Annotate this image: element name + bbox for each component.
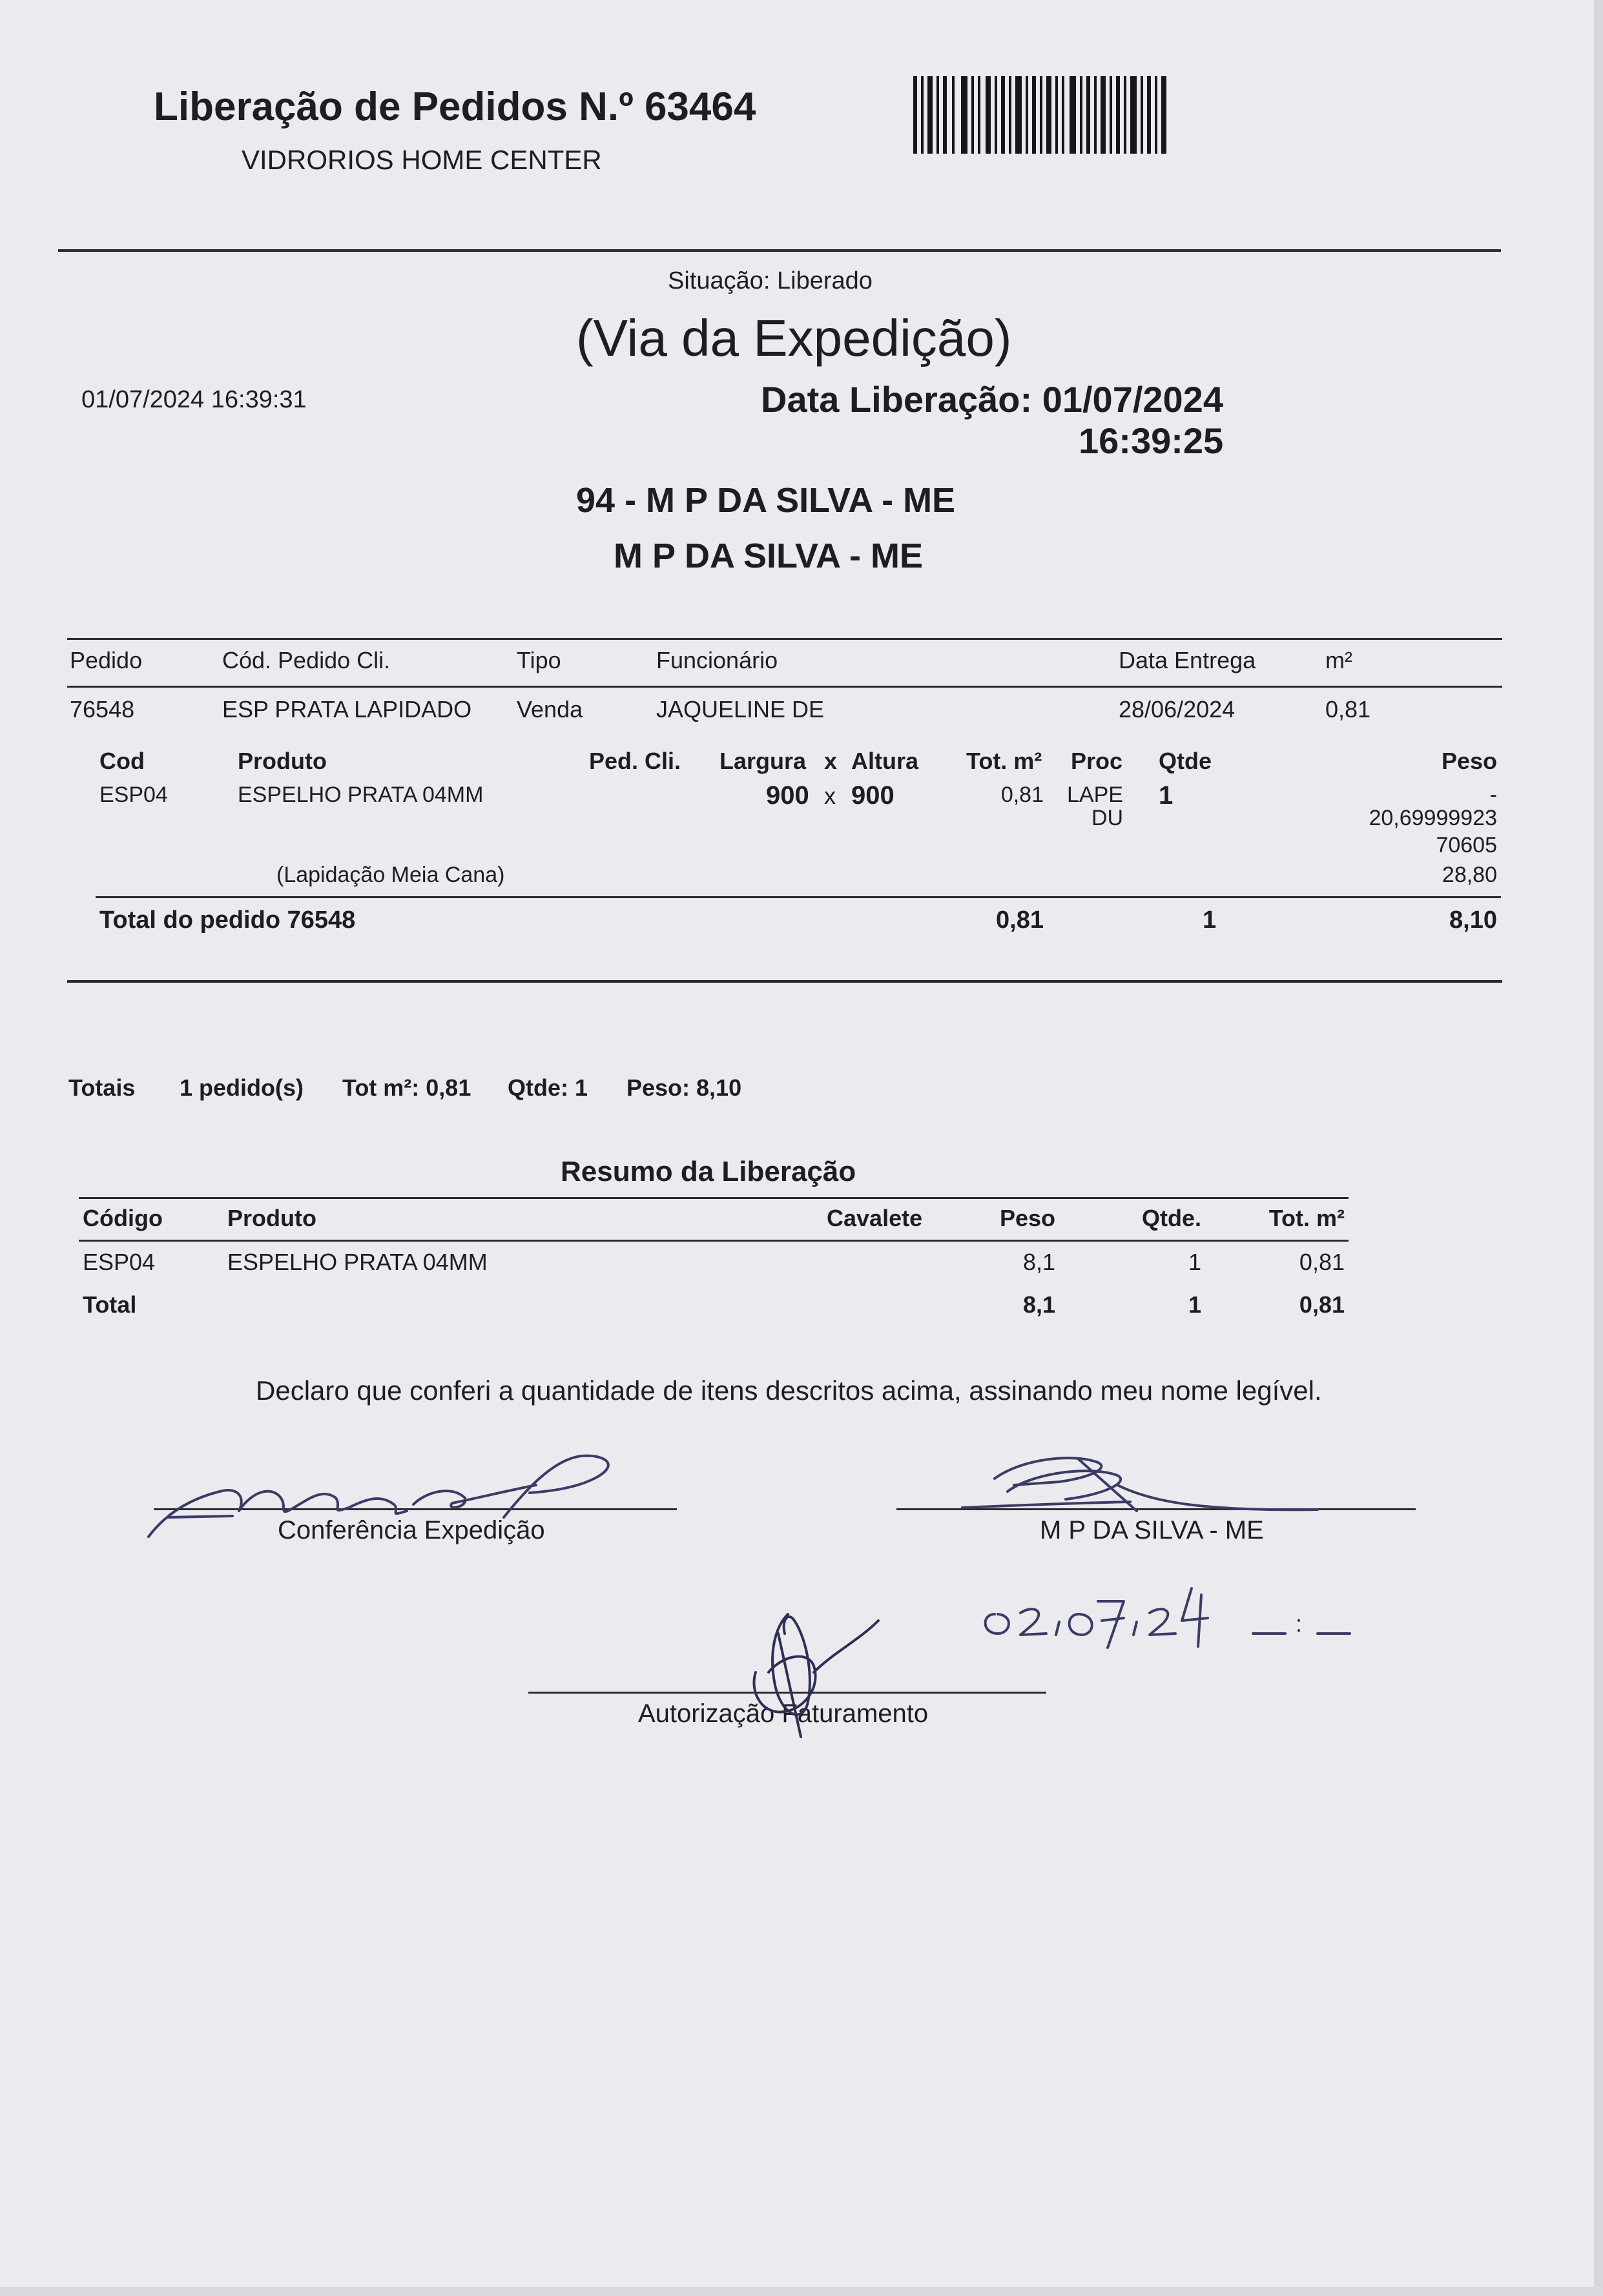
client-line-2: M P DA SILVA - ME: [614, 537, 924, 575]
summary-title: Resumo da Liberação: [561, 1156, 856, 1187]
items-header-qtde: Qtde: [1159, 748, 1212, 774]
order-section-end-rule: [67, 980, 1502, 983]
autorizacao-handwritten-signature: [723, 1595, 891, 1750]
items-total-label: Total do pedido 76548: [99, 907, 356, 934]
items-total-peso: 8,10: [1449, 907, 1497, 934]
order-header-funcionario: Funcionário: [656, 647, 778, 673]
items-header-cod: Cod: [99, 748, 145, 774]
items-header-x: x: [824, 748, 838, 774]
item-qtde: 1: [1159, 781, 1174, 810]
item-cod: ESP04: [99, 783, 168, 807]
release-date: Data Liberação: 01/07/2024: [761, 379, 1223, 420]
item-altura: 900: [851, 781, 895, 810]
declaration-text: Declaro que conferi a quantidade de itens descritos acima, assinando meu nome legível.: [256, 1375, 1322, 1406]
totals-label: Totais: [68, 1074, 136, 1101]
page-edge-right: [1594, 0, 1603, 2296]
order-header-data-entrega: Data Entrega: [1119, 647, 1256, 673]
order-table-top-rule: [67, 638, 1502, 640]
summary-total-peso: 8,1: [1022, 1291, 1055, 1318]
summary-cell-qtde: 1: [1188, 1249, 1201, 1275]
items-header-peso: Peso: [1441, 748, 1497, 774]
item-peso-line-2: 20,69999923: [1369, 806, 1497, 830]
totals-qtde: Qtde: 1: [508, 1074, 588, 1101]
item-largura: 900: [766, 781, 809, 810]
item-peso-line-1: -: [1489, 783, 1497, 807]
item-peso-line-4: 28,80: [1442, 863, 1497, 887]
items-total-qtde: 1: [1203, 907, 1217, 934]
item-note: (Lapidação Meia Cana): [276, 863, 505, 887]
summary-header-tot-m2: Tot. m²: [1268, 1205, 1345, 1231]
order-header-pedido: Pedido: [70, 647, 143, 673]
items-header-proc: Proc: [1071, 748, 1123, 774]
order-cell-data-entrega: 28/06/2024: [1119, 696, 1236, 723]
release-time: 16:39:25: [1079, 420, 1224, 461]
items-header-tot-m2: Tot. m²: [966, 748, 1042, 774]
item-proc-line-1: LAPE: [1067, 783, 1123, 807]
summary-cell-tot-m2: 0,81: [1299, 1249, 1345, 1275]
items-header-produto: Produto: [238, 748, 327, 774]
item-proc-line-2: DU: [1091, 806, 1124, 830]
items-total-rule: [96, 896, 1501, 898]
summary-cell-codigo: ESP04: [83, 1249, 156, 1275]
items-header-altura: Altura: [851, 748, 919, 774]
order-header-m2: m²: [1325, 647, 1352, 673]
order-header-tipo: Tipo: [517, 647, 561, 673]
order-cell-pedido: 76548: [70, 696, 135, 723]
handwritten-date: [975, 1575, 1363, 1653]
summary-cell-produto: ESPELHO PRATA 04MM: [227, 1249, 488, 1275]
summary-total-qtde: 1: [1188, 1291, 1201, 1318]
item-peso-line-3: 70605: [1436, 833, 1497, 857]
items-header-largura: Largura: [719, 748, 807, 774]
summary-header-produto: Produto: [227, 1205, 316, 1231]
order-table-header-rule: [67, 686, 1502, 688]
client-signature-label: M P DA SILVA - ME: [1040, 1516, 1264, 1544]
summary-top-rule: [79, 1197, 1349, 1199]
item-tot-m2: 0,81: [1000, 783, 1044, 807]
summary-header-rule: [79, 1240, 1349, 1242]
handwritten-time-blank: :: [1296, 1610, 1303, 1637]
order-header-cod-pedido-cli: Cód. Pedido Cli.: [222, 647, 391, 673]
header-divider: [58, 249, 1501, 252]
summary-header-codigo: Código: [83, 1205, 163, 1231]
items-total-m2: 0,81: [996, 907, 1044, 934]
via-label: (Via da Expedição): [576, 309, 1012, 367]
totals-tot-m2: Tot m²: 0,81: [342, 1074, 471, 1101]
document-title: Liberação de Pedidos N.º 63464: [154, 85, 756, 129]
summary-cell-peso: 8,1: [1022, 1249, 1055, 1275]
summary-header-cavalete: Cavalete: [827, 1205, 923, 1231]
barcode: [913, 76, 1166, 154]
order-cell-m2: 0,81: [1325, 696, 1371, 723]
autorizacao-label: Autorização Faturamento: [638, 1699, 929, 1728]
conferencia-handwritten-signature: [142, 1446, 633, 1550]
status-text: Situação: Liberado: [668, 267, 873, 294]
order-cell-tipo: Venda: [517, 696, 583, 723]
summary-header-qtde: Qtde.: [1141, 1205, 1201, 1231]
item-x: x: [824, 783, 836, 809]
page-edge-bottom: [0, 2287, 1603, 2296]
order-cell-funcionario: JAQUELINE DE: [656, 696, 825, 723]
order-cell-cod-pedido-cli: ESP PRATA LAPIDADO: [222, 696, 472, 723]
client-handwritten-signature: [943, 1446, 1330, 1530]
summary-header-peso: Peso: [999, 1205, 1055, 1231]
totals-peso: Peso: 8,10: [626, 1074, 742, 1101]
items-header-ped-cli: Ped. Cli.: [589, 748, 681, 774]
summary-total-tot-m2: 0,81: [1299, 1291, 1345, 1318]
company-name: VIDRORIOS HOME CENTER: [242, 145, 602, 175]
item-produto: ESPELHO PRATA 04MM: [238, 783, 484, 807]
summary-total-label: Total: [83, 1291, 137, 1318]
client-line-1: 94 - M P DA SILVA - ME: [576, 481, 956, 520]
conferencia-label: Conferência Expedição: [278, 1516, 545, 1544]
totals-pedidos: 1 pedido(s): [180, 1074, 304, 1101]
print-datetime: 01/07/2024 16:39:31: [81, 386, 307, 413]
